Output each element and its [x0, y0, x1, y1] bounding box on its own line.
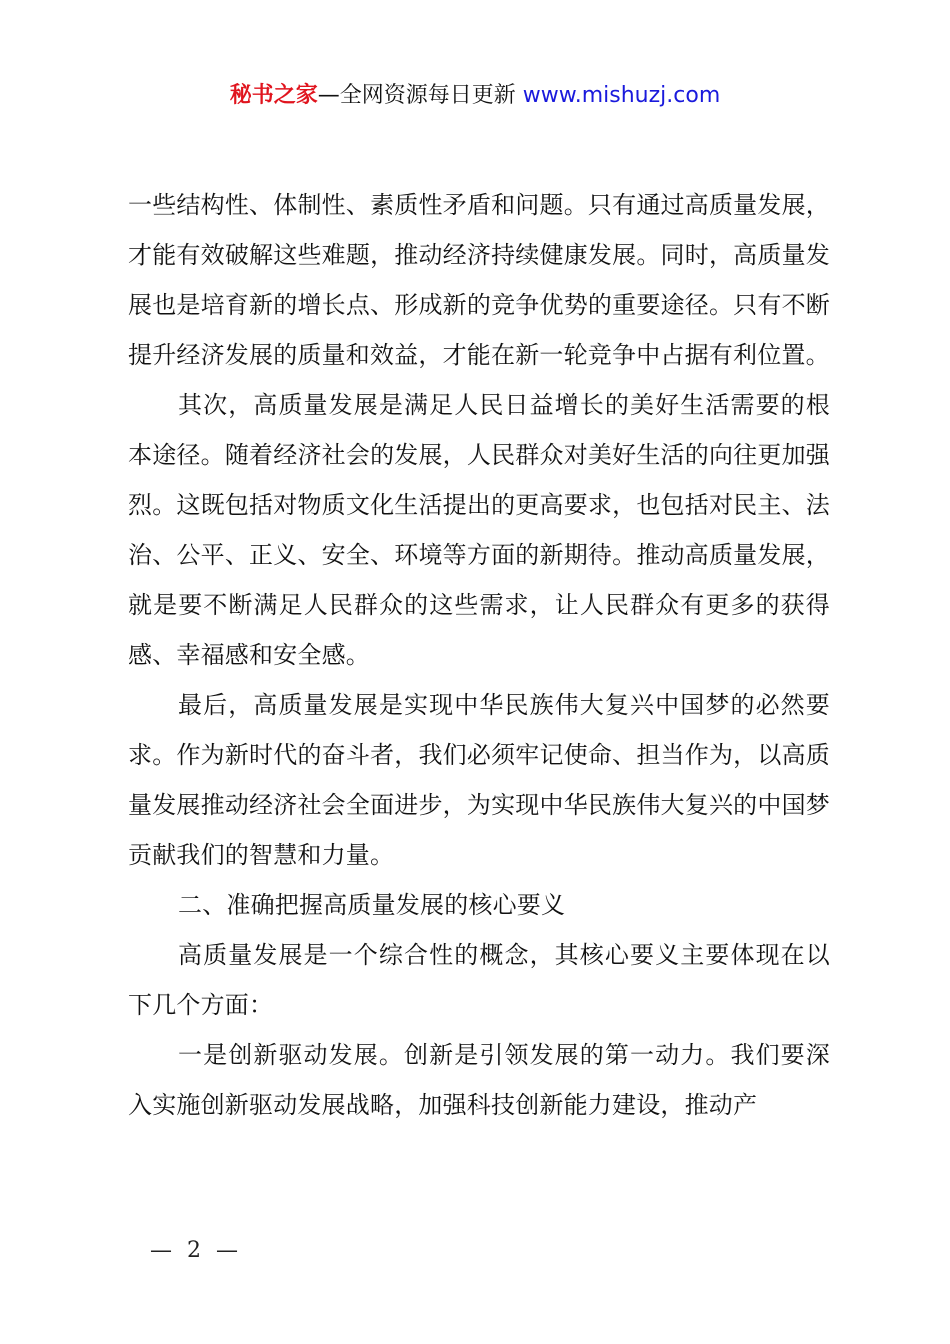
paragraph-finally: 最后，高质量发展是实现中华民族伟大复兴中国梦的必然要求。作为新时代的奋斗者，我们必须牢记使命、担当作为，以高质量发展推动经济社会全面进步，为实现中华民族伟大复兴的中国梦贡献我们的智慧和力量。 — [128, 691, 830, 869]
paragraph-innovation: 一是创新驱动发展。创新是引领发展的第一动力。我们要深入实施创新驱动发展战略，加强科技创新能力建设，推动产 — [128, 1041, 830, 1119]
site-url-link[interactable]: www.mishuzj.com — [522, 83, 721, 108]
page-number: — 2 — — [150, 1238, 242, 1263]
document-body — [128, 180, 830, 1130]
paragraph-secondly: 其次，高质量发展是满足人民日益增长的美好生活需要的根本途径。随着经济社会的发展，人民群众对美好生活的向往更加强烈。这既包括对物质文化生活提出的更高要求，也包括对民主、法治、公平、正义、安全、环境等方面的新期待。推动高质量发展，就是要不断满足人民群众的这些需求，让人民群众有更多的获得感、幸福感和安全感。 — [128, 391, 830, 669]
site-header — [0, 80, 950, 112]
brand-name: 秘书之家 — [229, 83, 318, 108]
paragraph-core-meaning: 高质量发展是一个综合性的概念，其核心要义主要体现在以下几个方面： — [128, 941, 830, 1019]
section-heading: 二、准确把握高质量发展的核心要义 — [178, 891, 566, 919]
header-tagline: —全网资源每日更新 — [317, 83, 516, 108]
paragraph-continuation: 一些结构性、体制性、素质性矛盾和问题。只有通过高质量发展，才能有效破解这些难题，推动经济持续健康发展。同时，高质量发展也是培育新的增长点、形成新的竞争优势的重要途径。只有不断提升经济发展的质量和效益，才能在新一轮竞争中占据有利位置。 — [128, 191, 830, 369]
